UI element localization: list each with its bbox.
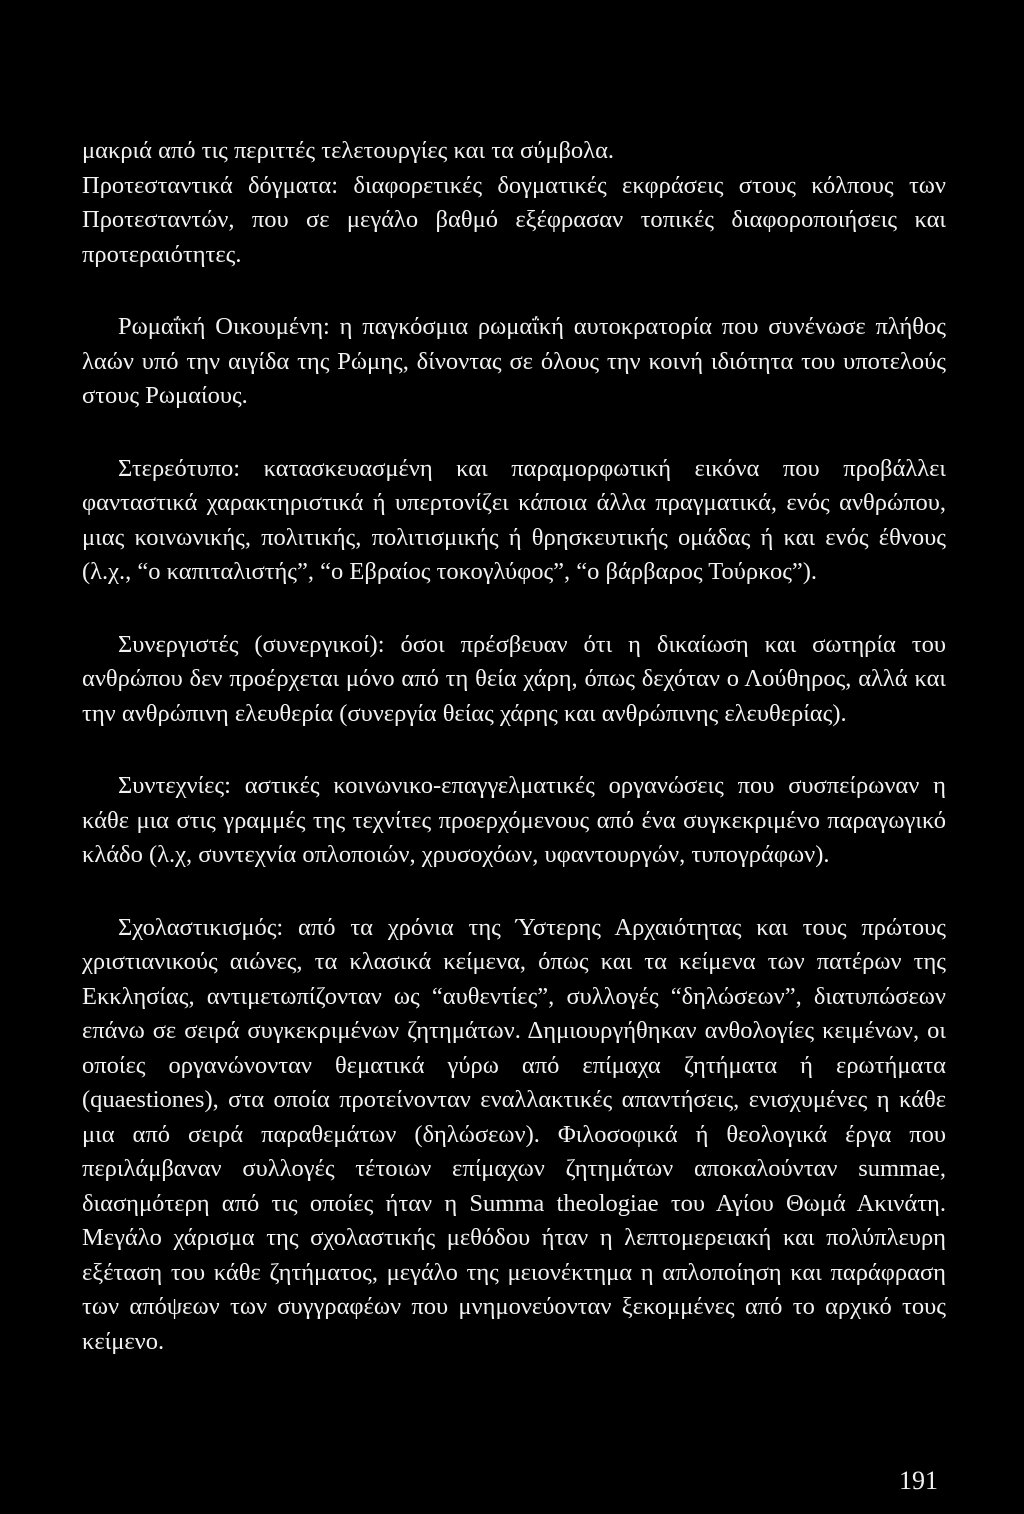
paragraph-text: μακριά από τις περιττές τελετουργίες και τα σύμβολα. Προτεσταντικά δόγματα: διαφορετικές δογματικές εκφράσεις στους κόλπους των Προτεσταντών, που σε μεγάλο βαθμό εξέφρασαν τοπικές διαφοροποιήσεις και προτεραιότητες. [82, 137, 946, 268]
paragraph-text: Συνεργιστές (συνεργικοί): όσοι πρέσβευαν ότι η δικαίωση και σωτηρία του ανθρώπου δεν προέρχεται μόνο από τη θεία χάρη, όπως δεχόταν ο Λούθηρος, αλλά και την ανθρώπινη ελευθερία (συνεργία θείας χάρης και ανθρώπινης ελευθερίας). [82, 630, 946, 727]
paragraph-guilds [82, 769, 946, 873]
paragraph-text: Σχολαστικισμός: από τα χρόνια της Ύστερης Αρχαιότητας και τους πρώτους χριστιανικούς αιώνες, τα κλασικά κείμενα, όπως και τα κείμενα των πατέρων της Εκκλησίας, αντιμετωπίζονταν ως “αυθεντίες”, συλλογές “δηλώσεων”, διατυπώσεων επάνω σε σειρά συγκεκριμένων ζητημάτων. Δημιουργήθηκαν ανθολογίες κειμένων, οι οποίες οργανώνονταν θεματικά γύρω από επίμαχα ζητήματα ή ερωτήματα (quaestiones), στα οποία προτείνονταν εναλλακτικές απαντήσεις, ενισχυμένες η κάθε μια από σειρά παραθεμάτων (δηλώσεων). Φιλοσοφικά ή θεολογικά έργα που περιλάμβαναν συλλογές τέτοιων επίμαχων ζητημάτων αποκαλούνταν summae, διασημότερη από τις οποίες ήταν η Summa theologiae του Αγίου Θωμά Ακινάτη. Μεγάλο χάρισμα της σχολαστικής μεθόδου ήταν η λεπτομερειακή και πολύπλευρη εξέταση του κάθε ζητήματος, μεγάλο της μειονέκτημα η απλοποίηση και παράφραση των απόψεων των συγγραφέων που μνημονεύονταν ξεκομμένες από το αρχικό τους κείμενο. [82, 913, 946, 1355]
page-number: 191 [899, 1466, 938, 1495]
paragraph-text: Ρωμαΐκή Οικουμένη: η παγκόσμια ρωμαΐκή αυτοκρατορία που συνένωσε πλήθος λαών υπό την αιγίδα της Ρώμης, δίνοντας σε όλους την κοινή ιδιότητα του υποτελούς στους Ρωμαίους. [82, 313, 946, 409]
paragraph-text: Συντεχνίες: αστικές κοινωνικο-επαγγελματικές οργανώσεις που συσπείρωναν η κάθε μια στις γραμμές της τεχνίτες προερχόμενους από ένα συγκεκριμένο παραγωγικό κλάδο (λ.χ, συντεχνία οπλοποιών, χρυσοχόων, υφαντουργών, τυπογράφων). [82, 772, 946, 868]
paragraph-scholasticism [82, 911, 946, 1360]
paragraph-stereotype [82, 452, 946, 590]
paragraph-protestant-dogmas [82, 134, 946, 272]
page-body [82, 134, 946, 1397]
paragraph-text: Στερεότυπο: κατασκευασμένη και παραμορφωτική εικόνα που προβάλλει φανταστικά χαρακτηριστικά ή υπερτονίζει κάποια άλλα πραγματικά, ενός ανθρώπου, μιας κοινωνικής, πολιτικής, πολιτισμικής ή θρησκευτικής ομάδας ή και ενός έθνους (λ.χ., “ο καπιταλιστής”, “ο Εβραίος τοκογλύφος”, “ο βάρβαρος Τούρκος”). [82, 454, 946, 585]
paragraph-synergists [82, 628, 946, 732]
paragraph-roman-oikoumene [82, 310, 946, 414]
